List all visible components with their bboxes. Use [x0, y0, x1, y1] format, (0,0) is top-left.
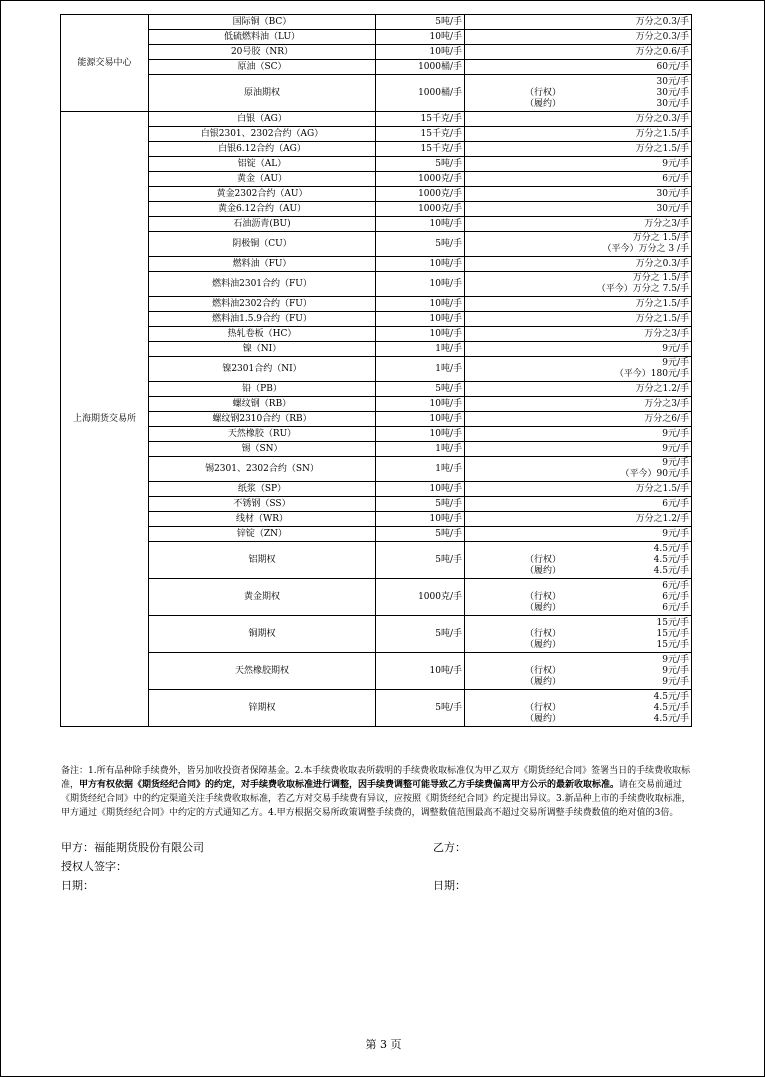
- party-a: 甲方：福能期货股份有限公司: [61, 841, 204, 854]
- product-name: 镍（NI）: [149, 342, 376, 357]
- fee-line: [467, 592, 689, 603]
- fee-type-tag: （履约）: [524, 639, 561, 650]
- product-name: 白银（AG）: [149, 112, 376, 127]
- fee-line: [467, 618, 689, 629]
- remarks-text-1: 备注：1.所有品种除手续费外，皆另加收投资者保障基金。2.本手续费收取表所载明的手续费收取标准仅为甲乙双方《期货经纪合同》签署当日的手续费收取标准，: [61, 766, 691, 790]
- fee-row: [61, 272, 692, 297]
- fee-line: [467, 414, 689, 425]
- fee-cell: [465, 412, 692, 427]
- fee-value: 6元/手: [662, 173, 689, 184]
- product-name: 线材（WR）: [149, 512, 376, 527]
- fee-line: [467, 219, 689, 230]
- fee-cell: [465, 527, 692, 542]
- fee-cell: [465, 30, 692, 45]
- fee-line: [467, 284, 689, 295]
- product-name: 黄金6.12合约（AU）: [149, 202, 376, 217]
- trading-unit: 1吨/手: [376, 342, 465, 357]
- fee-value: 9元/手: [662, 428, 689, 439]
- fee-line: [467, 444, 689, 455]
- trading-unit: 10吨/手: [376, 412, 465, 427]
- fee-row: [61, 653, 692, 690]
- fee-line: [467, 399, 689, 410]
- product-name: 燃料油2302合约（FU）: [149, 297, 376, 312]
- fee-line: [467, 77, 689, 88]
- fee-cell: [465, 60, 692, 75]
- fee-cell: [465, 457, 692, 482]
- fee-cell: [465, 45, 692, 60]
- fee-line: [467, 314, 689, 325]
- authorized-signature: 授权人签字：: [61, 860, 127, 873]
- trading-unit: 10吨/手: [376, 427, 465, 442]
- product-name: 燃料油（FU）: [149, 257, 376, 272]
- trading-unit: 10吨/手: [376, 653, 465, 690]
- fee-cell: [465, 427, 692, 442]
- trading-unit: 1000桶/手: [376, 75, 465, 112]
- remarks-bold: 甲方有权依据《期货经纪合同》的约定，对手续费收取标准进行调整，因手续费调整可能导致乙方手续费偏离甲方公示的最新收取标准。: [79, 780, 620, 790]
- product-name: 国际铜（BC）: [149, 15, 376, 30]
- fee-cell: [465, 15, 692, 30]
- product-name: 热轧卷板（HC）: [149, 327, 376, 342]
- fee-value: 15元/手: [656, 628, 689, 639]
- fee-value: 万分之1.2/手: [635, 513, 689, 524]
- fee-row: [61, 202, 692, 217]
- fee-value: 万分之1.2/手: [635, 383, 689, 394]
- fee-row: [61, 45, 692, 60]
- fee-type-tag: （履约）: [524, 98, 561, 109]
- trading-unit: 1000克/手: [376, 579, 465, 616]
- fee-line: [467, 629, 689, 640]
- fee-value: 万分之0.3/手: [635, 258, 689, 269]
- fee-line: [467, 529, 689, 540]
- fee-line: [467, 544, 689, 555]
- fee-cell: [465, 497, 692, 512]
- fee-line: [467, 603, 689, 614]
- fee-type-tag: （行权）: [524, 554, 561, 565]
- product-name: 纸浆（SP）: [149, 482, 376, 497]
- fee-line: [467, 88, 689, 99]
- fee-value: 4.5元/手: [653, 702, 689, 713]
- remarks: [61, 764, 691, 820]
- trading-unit: 5吨/手: [376, 690, 465, 727]
- fee-value: 4.5元/手: [653, 543, 689, 554]
- fee-line: [467, 174, 689, 185]
- trading-unit: 10吨/手: [376, 482, 465, 497]
- fee-row: [61, 187, 692, 202]
- fee-value: 万分之1.5/手: [635, 128, 689, 139]
- fee-line: [467, 273, 689, 284]
- fee-line: [467, 204, 689, 215]
- fee-type-tag: （行权）: [524, 591, 561, 602]
- product-name: 阴极铜（CU）: [149, 232, 376, 257]
- product-name: 燃料油2301合约（FU）: [149, 272, 376, 297]
- fee-row: [61, 297, 692, 312]
- fee-value: 15元/手: [656, 639, 689, 650]
- exchange-name: 上海期货交易所: [61, 112, 149, 727]
- trading-unit: 5吨/手: [376, 15, 465, 30]
- trading-unit: 1吨/手: [376, 457, 465, 482]
- fee-value: 9元/手: [662, 676, 689, 687]
- fee-line: [467, 692, 689, 703]
- fee-line: [467, 114, 689, 125]
- fee-value: 4.5元/手: [653, 713, 689, 724]
- fee-cell: [465, 232, 692, 257]
- fee-value: 万分之1.5/手: [635, 483, 689, 494]
- fee-type-tag: （履约）: [524, 713, 561, 724]
- fee-row: [61, 382, 692, 397]
- trading-unit: 10吨/手: [376, 272, 465, 297]
- trading-unit: 15千克/手: [376, 142, 465, 157]
- fee-line: [467, 259, 689, 270]
- fee-line: [467, 714, 689, 725]
- product-name: 石油沥青(BU): [149, 217, 376, 232]
- fee-row: [61, 616, 692, 653]
- product-name: 铜期权: [149, 616, 376, 653]
- product-name: 燃料油1.5.9合约（FU）: [149, 312, 376, 327]
- fee-value: 4.5元/手: [653, 565, 689, 576]
- fee-table: [60, 14, 692, 727]
- fee-value: 4.5元/手: [653, 554, 689, 565]
- fee-type-tag: （行权）: [524, 628, 561, 639]
- fee-line: [467, 344, 689, 355]
- fee-row: [61, 457, 692, 482]
- trading-unit: 5吨/手: [376, 527, 465, 542]
- fee-line: [467, 129, 689, 140]
- fee-cell: [465, 202, 692, 217]
- fee-cell: [465, 257, 692, 272]
- fee-cell: [465, 327, 692, 342]
- fee-line: [467, 581, 689, 592]
- product-name: 20号胶（NR）: [149, 45, 376, 60]
- trading-unit: 10吨/手: [376, 312, 465, 327]
- fee-value: 30元/手: [656, 98, 689, 109]
- trading-unit: 10吨/手: [376, 257, 465, 272]
- fee-line: [467, 384, 689, 395]
- fee-value: 60元/手: [656, 61, 689, 72]
- fee-row: [61, 357, 692, 382]
- fee-value: 万分之1.5/手: [635, 298, 689, 309]
- fee-value: （平今）90元/手: [620, 469, 689, 479]
- fee-cell: [465, 579, 692, 616]
- fee-line: [467, 458, 689, 469]
- trading-unit: 10吨/手: [376, 30, 465, 45]
- product-name: 铅（PB）: [149, 382, 376, 397]
- fee-row: [61, 112, 692, 127]
- fee-row: [61, 257, 692, 272]
- fee-type-tag: （履约）: [524, 602, 561, 613]
- fee-line: [467, 484, 689, 495]
- fee-row: [61, 15, 692, 30]
- fee-cell: [465, 75, 692, 112]
- fee-value: 万分之1.5/手: [635, 143, 689, 154]
- trading-unit: 1吨/手: [376, 442, 465, 457]
- page-number: 第 3 页: [365, 1038, 402, 1051]
- fee-line: [467, 189, 689, 200]
- fee-value: 万分之 1.5/手: [632, 273, 689, 283]
- fee-value: 30元/手: [656, 188, 689, 199]
- fee-line: [467, 32, 689, 43]
- fee-value: （平今）180元/手: [614, 369, 689, 379]
- product-name: 锡2301、2302合约（SN）: [149, 457, 376, 482]
- date-a: 日期：: [61, 879, 94, 892]
- fee-value: 万分之3/手: [644, 398, 689, 409]
- fee-line: [467, 677, 689, 688]
- exchange-name: 能源交易中心: [61, 15, 149, 112]
- fee-value: 6元/手: [662, 591, 689, 602]
- fee-cell: [465, 442, 692, 457]
- fee-value: 4.5元/手: [653, 691, 689, 702]
- fee-value: 万分之0.3/手: [635, 31, 689, 42]
- fee-row: [61, 579, 692, 616]
- fee-value: 30元/手: [656, 87, 689, 98]
- trading-unit: 10吨/手: [376, 512, 465, 527]
- fee-line: [467, 159, 689, 170]
- fee-value: 9元/手: [662, 443, 689, 454]
- fee-line: [467, 555, 689, 566]
- fee-cell: [465, 397, 692, 412]
- fee-cell: [465, 157, 692, 172]
- fee-line: [467, 666, 689, 677]
- fee-cell: [465, 312, 692, 327]
- fee-row: [61, 75, 692, 112]
- trading-unit: 1000桶/手: [376, 60, 465, 75]
- fee-value: 9元/手: [662, 665, 689, 676]
- trading-unit: 10吨/手: [376, 297, 465, 312]
- fee-value: （平今）万分之 3 /手: [602, 244, 689, 254]
- trading-unit: 5吨/手: [376, 497, 465, 512]
- fee-cell: [465, 357, 692, 382]
- fee-line: [467, 514, 689, 525]
- fee-value: 9元/手: [662, 158, 689, 169]
- fee-line: [467, 17, 689, 28]
- remarks-text-2: 请在交易前通过《期货经纪合同》中的约定渠道关注手续费收取标准，若乙方对交易手续费有异议，应按照《期货经纪合同》约定提出异议。3.新品种上市的手续费收取标准，甲方通过《期货经纪合同》中约定的方式通知乙方。4.甲方根据交易所政策调整手续费的，调整数值范围最高不超过交易所调整手续费数值的绝对值的3倍。: [61, 780, 691, 818]
- trading-unit: 5吨/手: [376, 616, 465, 653]
- fee-cell: [465, 482, 692, 497]
- fee-line: [467, 299, 689, 310]
- product-name: 黄金2302合约（AU）: [149, 187, 376, 202]
- fee-row: [61, 442, 692, 457]
- fee-row: [61, 497, 692, 512]
- product-name: 不锈钢（SS）: [149, 497, 376, 512]
- fee-row: [61, 312, 692, 327]
- fee-value: 9元/手: [662, 654, 689, 665]
- product-name: 天然橡胶期权: [149, 653, 376, 690]
- fee-value: 9元/手: [662, 343, 689, 354]
- fee-value: 9元/手: [662, 458, 689, 468]
- product-name: 黄金（AU）: [149, 172, 376, 187]
- fee-line: [467, 358, 689, 369]
- product-name: 锌锭（ZN）: [149, 527, 376, 542]
- fee-line: [467, 655, 689, 666]
- trading-unit: 5吨/手: [376, 542, 465, 579]
- fee-type-tag: （行权）: [524, 87, 561, 98]
- party-b: 乙方：: [433, 841, 466, 854]
- fee-value: 9元/手: [662, 528, 689, 539]
- fee-value: 6元/手: [662, 580, 689, 591]
- trading-unit: 1000克/手: [376, 202, 465, 217]
- fee-line: [467, 244, 689, 255]
- fee-row: [61, 412, 692, 427]
- product-name: 锡（SN）: [149, 442, 376, 457]
- product-name: 镍2301合约（NI）: [149, 357, 376, 382]
- fee-line: [467, 429, 689, 440]
- fee-row: [61, 172, 692, 187]
- product-name: 原油期权: [149, 75, 376, 112]
- fee-value: 6元/手: [662, 602, 689, 613]
- fee-row: [61, 30, 692, 45]
- fee-row: [61, 327, 692, 342]
- fee-cell: [465, 616, 692, 653]
- fee-row: [61, 512, 692, 527]
- fee-value: （平今）万分之 7.5/手: [596, 284, 689, 294]
- fee-cell: [465, 187, 692, 202]
- fee-row: [61, 690, 692, 727]
- fee-value: 9元/手: [662, 358, 689, 368]
- fee-value: 万分之0.3/手: [635, 113, 689, 124]
- fee-line: [467, 469, 689, 480]
- product-name: 锌期权: [149, 690, 376, 727]
- fee-value: 万分之0.6/手: [635, 46, 689, 57]
- product-name: 螺纹钢2310合约（RB）: [149, 412, 376, 427]
- fee-row: [61, 232, 692, 257]
- fee-cell: [465, 342, 692, 357]
- product-name: 天然橡胶（RU）: [149, 427, 376, 442]
- fee-value: 6元/手: [662, 498, 689, 509]
- trading-unit: 5吨/手: [376, 232, 465, 257]
- fee-value: 30元/手: [656, 76, 689, 87]
- fee-cell: [465, 653, 692, 690]
- product-name: 铝期权: [149, 542, 376, 579]
- product-name: 铝锭（AL）: [149, 157, 376, 172]
- fee-value: 万分之0.3/手: [635, 16, 689, 27]
- fee-row: [61, 142, 692, 157]
- fee-row: [61, 482, 692, 497]
- fee-cell: [465, 542, 692, 579]
- fee-line: [467, 566, 689, 577]
- trading-unit: 5吨/手: [376, 157, 465, 172]
- fee-cell: [465, 127, 692, 142]
- fee-row: [61, 217, 692, 232]
- fee-row: [61, 527, 692, 542]
- fee-cell: [465, 142, 692, 157]
- fee-row: [61, 157, 692, 172]
- fee-value: 30元/手: [656, 203, 689, 214]
- trading-unit: 15千克/手: [376, 112, 465, 127]
- fee-value: 15元/手: [656, 617, 689, 628]
- trading-unit: 10吨/手: [376, 45, 465, 60]
- trading-unit: 10吨/手: [376, 327, 465, 342]
- trading-unit: 1吨/手: [376, 357, 465, 382]
- fee-cell: [465, 112, 692, 127]
- product-name: 低硫燃料油（LU）: [149, 30, 376, 45]
- fee-value: 万分之6/手: [644, 413, 689, 424]
- fee-type-tag: （履约）: [524, 565, 561, 576]
- fee-line: [467, 47, 689, 58]
- trading-unit: 10吨/手: [376, 217, 465, 232]
- fee-type-tag: （行权）: [524, 665, 561, 676]
- product-name: 螺纹钢（RB）: [149, 397, 376, 412]
- fee-value: 万分之1.5/手: [635, 313, 689, 324]
- fee-line: [467, 369, 689, 380]
- fee-row: [61, 342, 692, 357]
- fee-value: 万分之 1.5/手: [632, 233, 689, 243]
- fee-value: 万分之3/手: [644, 218, 689, 229]
- trading-unit: 1000克/手: [376, 187, 465, 202]
- fee-line: [467, 329, 689, 340]
- fee-line: [467, 99, 689, 110]
- date-b: 日期：: [433, 879, 466, 892]
- trading-unit: 10吨/手: [376, 397, 465, 412]
- fee-row: [61, 397, 692, 412]
- fee-type-tag: （行权）: [524, 702, 561, 713]
- fee-line: [467, 640, 689, 651]
- product-name: 黄金期权: [149, 579, 376, 616]
- fee-row: [61, 127, 692, 142]
- product-name: 白银2301、2302合约（AG）: [149, 127, 376, 142]
- trading-unit: 1000克/手: [376, 172, 465, 187]
- fee-line: [467, 703, 689, 714]
- product-name: 原油（SC）: [149, 60, 376, 75]
- trading-unit: 5吨/手: [376, 382, 465, 397]
- fee-line: [467, 62, 689, 73]
- fee-type-tag: （履约）: [524, 676, 561, 687]
- fee-cell: [465, 217, 692, 232]
- fee-cell: [465, 382, 692, 397]
- product-name: 白银6.12合约（AG）: [149, 142, 376, 157]
- fee-row: [61, 542, 692, 579]
- fee-cell: [465, 272, 692, 297]
- fee-line: [467, 233, 689, 244]
- fee-cell: [465, 512, 692, 527]
- fee-value: 万分之3/手: [644, 328, 689, 339]
- fee-cell: [465, 297, 692, 312]
- fee-row: [61, 60, 692, 75]
- fee-row: [61, 427, 692, 442]
- fee-cell: [465, 172, 692, 187]
- fee-line: [467, 144, 689, 155]
- fee-cell: [465, 690, 692, 727]
- fee-line: [467, 499, 689, 510]
- trading-unit: 15千克/手: [376, 127, 465, 142]
